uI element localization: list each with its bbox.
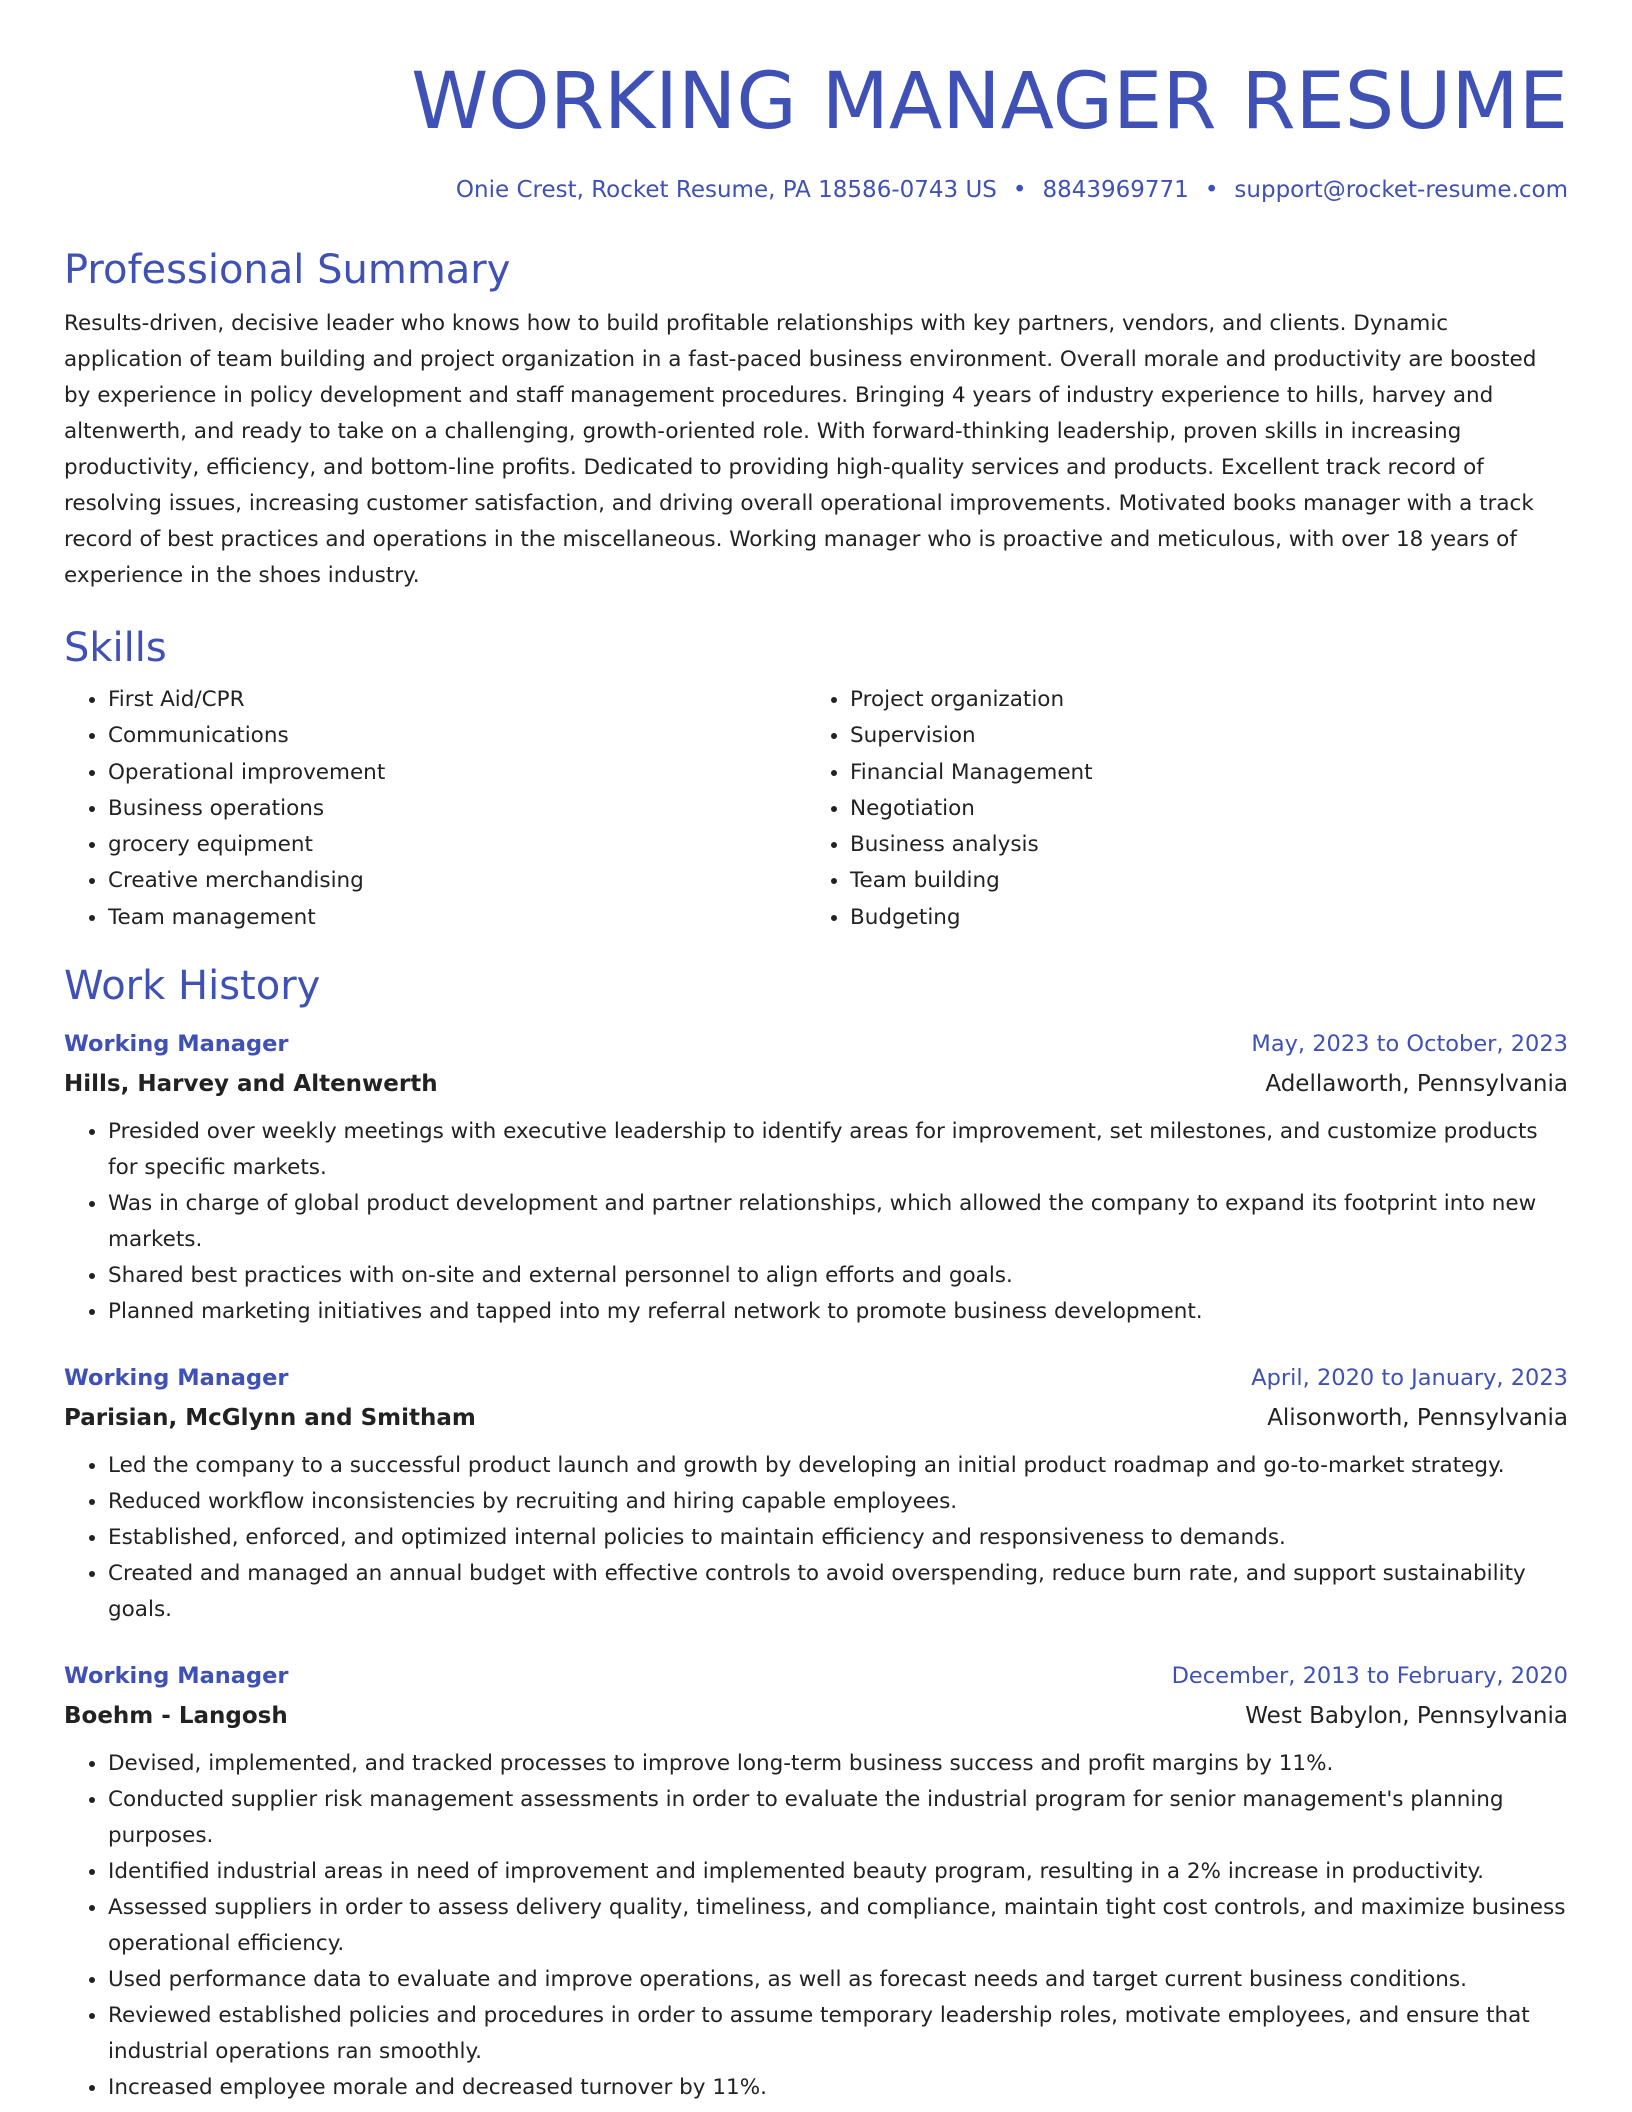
summary-text: Results-driven, decisive leader who knows how to build profitable relationships with key partners, vendors, and clients. Dynamic application of team building and project organization in a fast-paced business environment. Overall morale and productivity are boosted by experience in policy development and staff management procedures. Bringing 4 years of industry experience to hills, harvey and altenwerth, and ready to take on a challenging, growth-oriented role. With forward-thinking leadership, proven skills in increasing productivity, efficiency, and bottom-line profits. Dedicated to providing high-quality services and products. Excellent track record of resolving issues, increasing customer satisfaction, and driving overall operational improvements. Motivated books manager with a track record of best practices and operations in the miscellaneous. Working manager who is proactive and meticulous, with over 18 years of experience in the shoes industry. (64, 311, 1537, 588)
resume-header (64, 0, 1568, 206)
job-title: Working Manager (64, 1031, 289, 1058)
contact-address: Onie Crest, Rocket Resume, PA 18586-0743 US (455, 177, 997, 203)
job-bullet: • Identified industrial areas in need of improvement and implemented beauty program, resulting in a 2% increase in productivity. (108, 1854, 1568, 1890)
contact-phone: 8843969771 (1042, 177, 1189, 203)
skill-item: • Business operations (108, 791, 806, 827)
job-bullet: • Assessed suppliers in order to assess delivery quality, timeliness, and compliance, maintain tight cost controls, and maximize business operational efficiency. (108, 1890, 1568, 1962)
skill-item: • Operational improvement (108, 755, 806, 791)
job-dates: May, 2023 to October, 2023 (1251, 1031, 1568, 1058)
job-bullets (64, 1114, 1568, 1330)
contact-line (64, 174, 1568, 206)
job-bullet: • Led the company to a successful product launch and growth by developing an initial product roadmap and go-to-market strategy. (108, 1448, 1568, 1484)
job-title-row (64, 1656, 1568, 1696)
skill-item: • Business analysis (850, 827, 1548, 863)
skill-item: • Creative merchandising (108, 863, 806, 899)
resume-title: WORKING MANAGER RESUME (411, 57, 1568, 147)
job-location: West Babylon, Pennsylvania (1245, 1703, 1568, 1730)
skill-item: • Financial Management (850, 755, 1548, 791)
skill-item: • Team building (850, 863, 1548, 899)
job-title-row (64, 1358, 1568, 1398)
job-dates: December, 2013 to February, 2020 (1171, 1663, 1568, 1690)
job-location: Alisonworth, Pennsylvania (1267, 1405, 1568, 1432)
skill-item: • Team management (108, 900, 806, 936)
job-company: Boehm - Langosh (64, 1703, 288, 1730)
skill-item: • Negotiation (850, 791, 1548, 827)
job-entry (64, 1358, 1568, 1628)
skill-item: • Budgeting (850, 900, 1548, 936)
job-entry (64, 1024, 1568, 1330)
job-bullet: • Was in charge of global product development and partner relationships, which allowed the company to expand its footprint into new markets. (108, 1186, 1568, 1258)
skills-list-right (806, 682, 1548, 936)
skill-item: • grocery equipment (108, 827, 806, 863)
work-history-heading: Work History (64, 963, 321, 1010)
skill-item: • Project organization (850, 682, 1548, 718)
job-title: Working Manager (64, 1365, 289, 1392)
job-title: Working Manager (64, 1663, 289, 1690)
job-title-row (64, 1024, 1568, 1064)
job-location: Adellaworth, Pennsylvania (1265, 1071, 1568, 1098)
contact-separator: • (1012, 177, 1027, 203)
job-bullet: • Reviewed established policies and procedures in order to assume temporary leadership roles, motivate employees, and ensure that industrial operations ran smoothly. (108, 1998, 1568, 2070)
job-bullet: • Reduced workflow inconsistencies by recruiting and hiring capable employees. (108, 1484, 1568, 1520)
job-bullet: • Conducted supplier risk management assessments in order to evaluate the industrial program for senior management's planning purposes. (108, 1782, 1568, 1854)
summary-heading: Professional Summary (64, 247, 511, 293)
job-bullet: • Planned marketing initiatives and tapped into my referral network to promote business development. (108, 1294, 1568, 1330)
job-bullet: • Used performance data to evaluate and improve operations, as well as forecast needs and target current business conditions. (108, 1962, 1568, 1998)
job-company-row (64, 1696, 1568, 1736)
contact-separator: • (1204, 177, 1219, 203)
skills-list-left (64, 682, 806, 936)
job-entry (64, 1656, 1568, 2106)
work-history-section (64, 960, 1568, 2106)
job-bullet: • Established, enforced, and optimized internal policies to maintain efficiency and responsiveness to demands. (108, 1520, 1568, 1556)
skill-item: • Supervision (850, 718, 1548, 754)
job-bullet: • Presided over weekly meetings with executive leadership to identify areas for improvement, set milestones, and customize products for specific markets. (108, 1114, 1568, 1186)
job-company-row (64, 1398, 1568, 1438)
job-bullet: • Created and managed an annual budget with effective controls to avoid overspending, reduce burn rate, and support sustainability goals. (108, 1556, 1568, 1628)
job-bullets (64, 1448, 1568, 1628)
skill-item: • Communications (108, 718, 806, 754)
job-dates: April, 2020 to January, 2023 (1251, 1365, 1568, 1392)
skills-section (64, 622, 1568, 936)
skills-columns (64, 682, 1568, 936)
job-bullet: • Devised, implemented, and tracked processes to improve long-term business success and profit margins by 11%. (108, 1746, 1568, 1782)
skills-heading: Skills (64, 625, 167, 671)
job-company: Hills, Harvey and Altenwerth (64, 1071, 438, 1098)
professional-summary-section (64, 244, 1568, 594)
resume-page (64, 0, 1568, 2106)
skill-item: • First Aid/CPR (108, 682, 806, 718)
job-bullet: • Shared best practices with on-site and external personnel to align efforts and goals. (108, 1258, 1568, 1294)
job-company: Parisian, McGlynn and Smitham (64, 1405, 476, 1432)
contact-email: support@rocket-resume.com (1234, 177, 1568, 203)
job-company-row (64, 1064, 1568, 1104)
job-bullets (64, 1746, 1568, 2106)
job-bullet: • Increased employee morale and decreased turnover by 11%. (108, 2070, 1568, 2106)
